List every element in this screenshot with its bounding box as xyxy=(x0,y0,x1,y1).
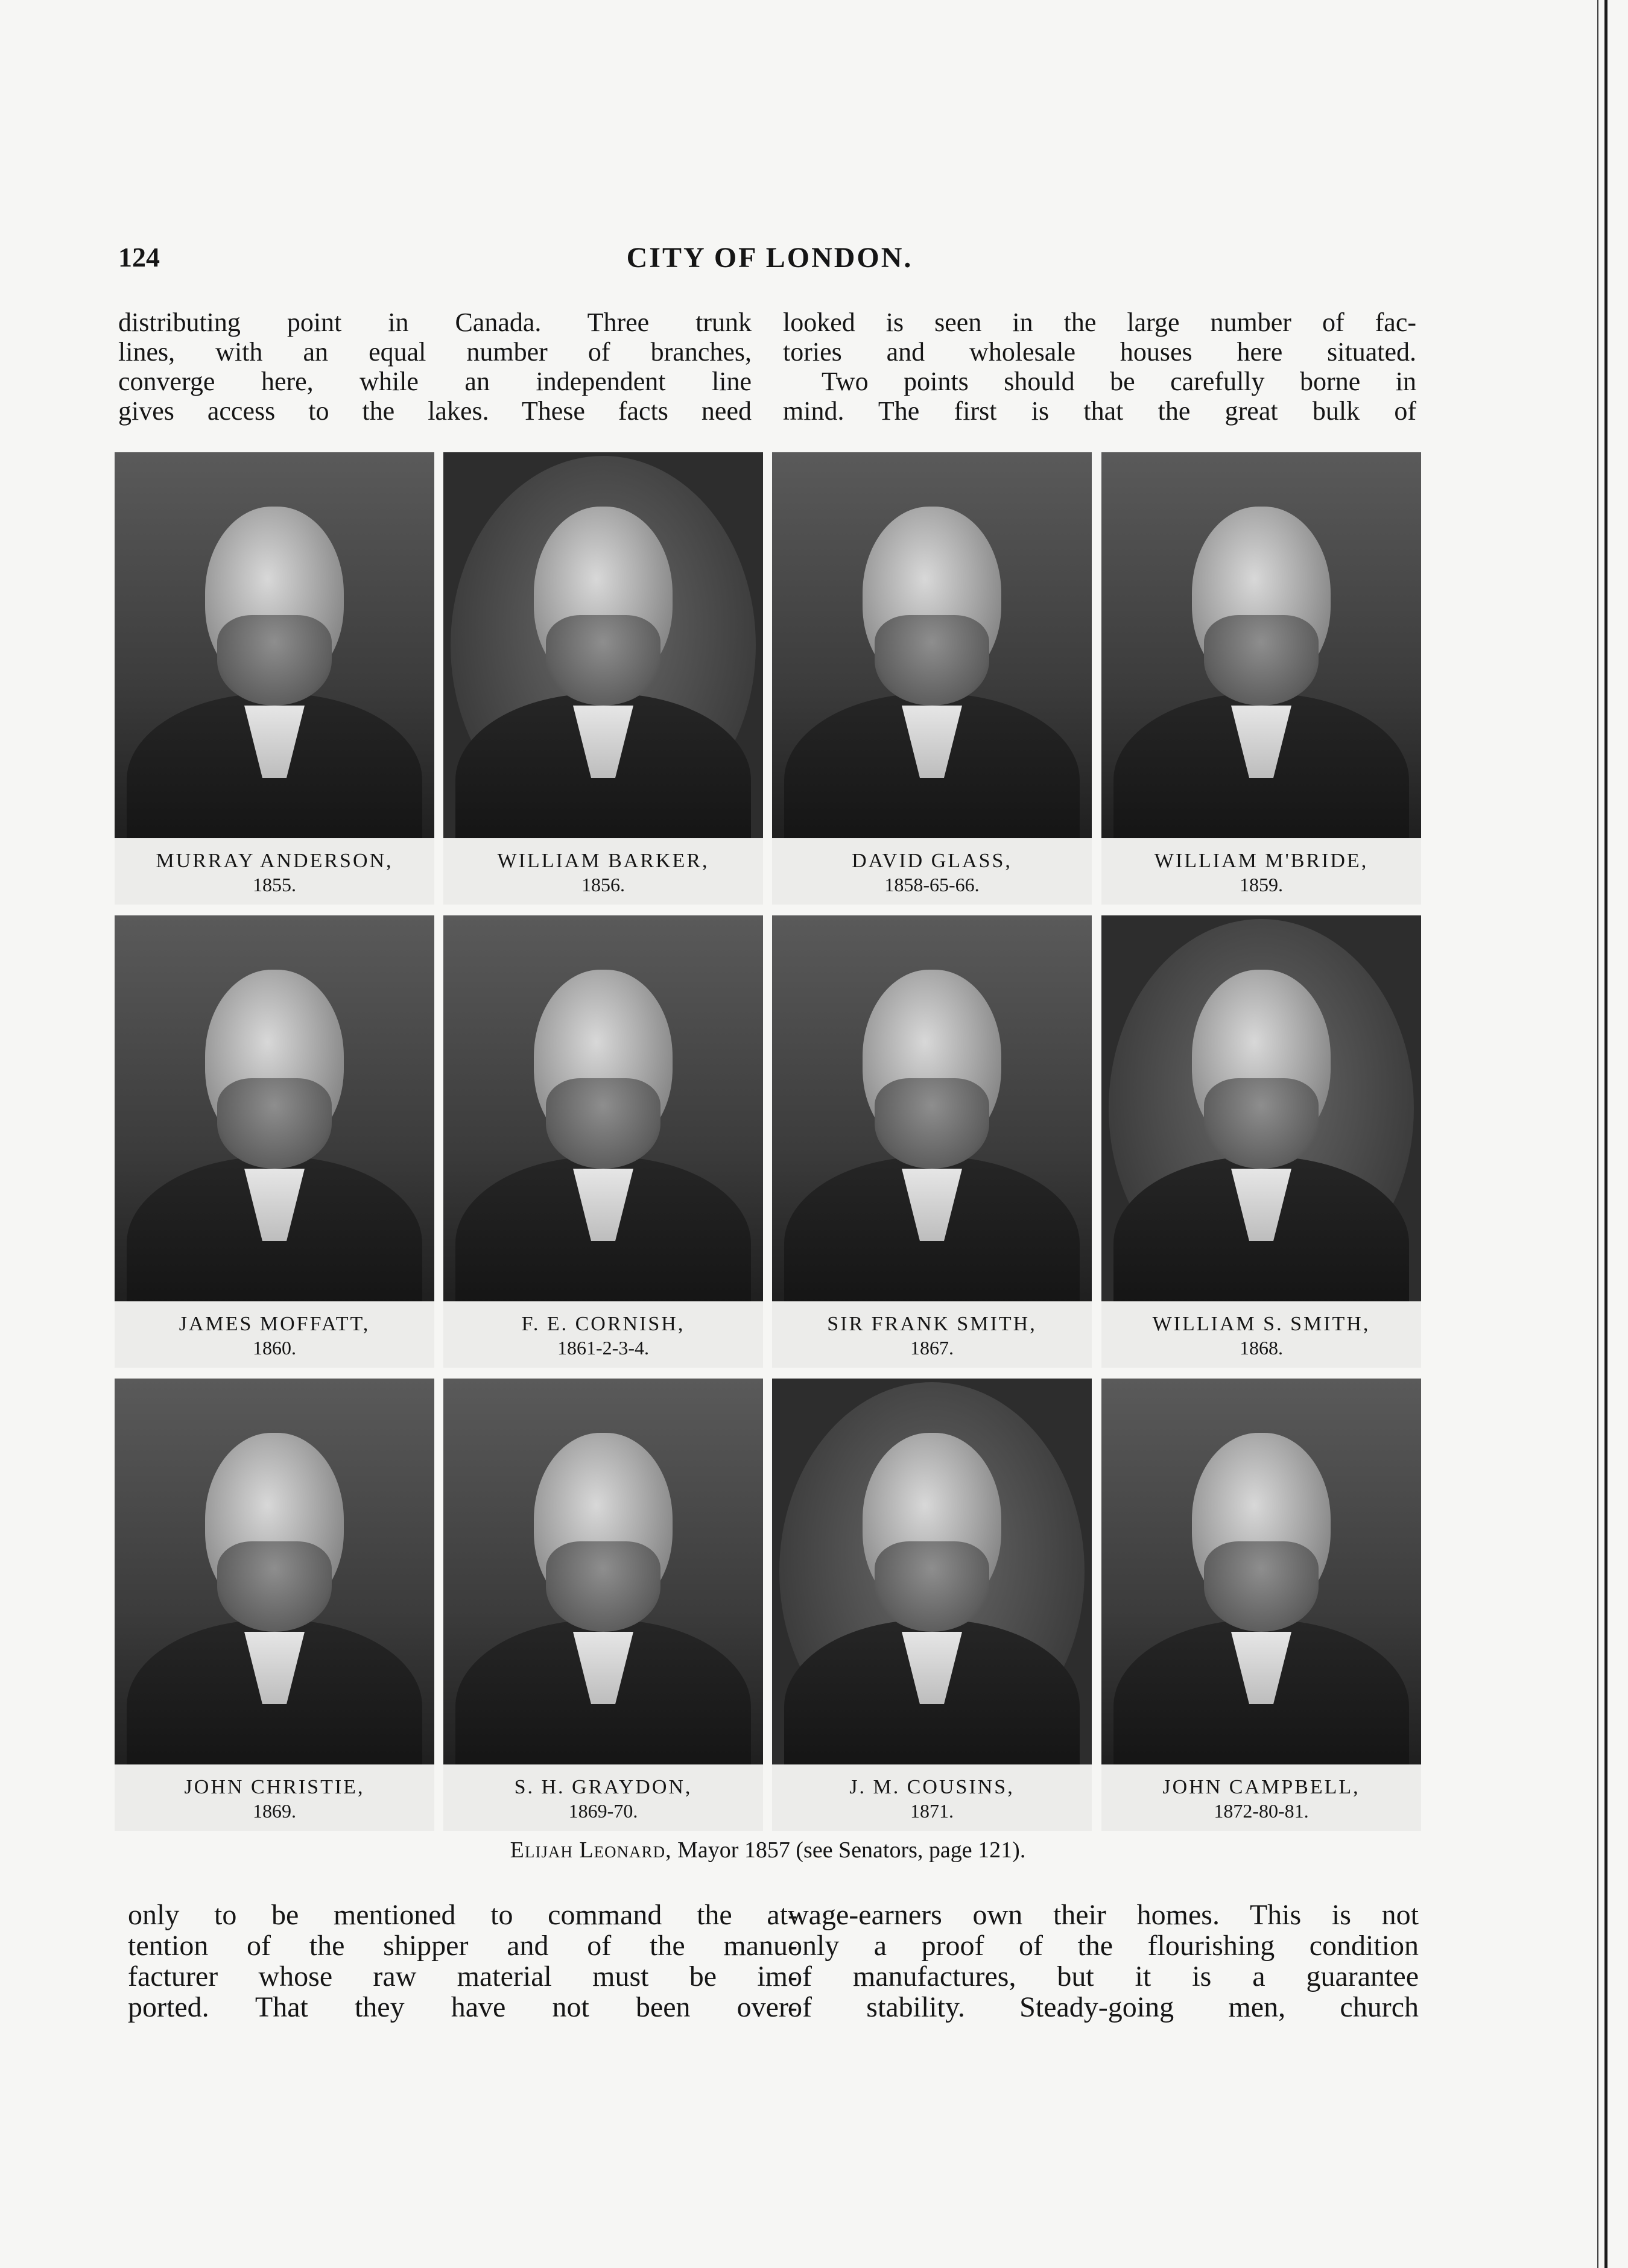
portrait-photo xyxy=(115,915,434,1301)
portrait-years: 1856. xyxy=(581,874,625,896)
text-line: facturer whose raw material must be im- xyxy=(128,1960,797,1992)
portrait-caption xyxy=(772,1764,1092,1831)
page-number: 124 xyxy=(118,242,160,273)
portrait-name: WILLIAM S. SMITH, xyxy=(1152,1313,1370,1335)
text-line: wage-earners own their homes. This is not xyxy=(788,1899,1419,1931)
text-line: lines, with an equal number of branches, xyxy=(118,337,752,367)
portrait-photo xyxy=(1101,915,1421,1301)
portrait-caption xyxy=(772,838,1092,905)
portrait-years: 1861-2-3-4. xyxy=(557,1337,649,1359)
text-line: tention of the shipper and of the manu- xyxy=(128,1930,797,1962)
portrait-jm-cousins xyxy=(772,1379,1092,1837)
portrait-photo xyxy=(1101,452,1421,838)
portrait-caption xyxy=(115,1301,434,1368)
portrait-name: J. M. COUSINS, xyxy=(849,1776,1015,1798)
portrait-murray-anderson xyxy=(115,452,434,911)
portrait-sh-graydon xyxy=(443,1379,763,1837)
portrait-name: DAVID GLASS, xyxy=(852,850,1012,872)
text-line: of manufactures, but it is a guarantee xyxy=(788,1960,1419,1992)
text-line: distributing point in Canada. Three trunk xyxy=(118,308,752,337)
portrait-years: 1872-80-81. xyxy=(1214,1800,1309,1822)
portrait-row-3 xyxy=(115,1379,1421,1837)
portrait-fe-cornish xyxy=(443,915,763,1374)
plate-caption-name: Elijah Leonard, xyxy=(510,1837,672,1863)
portrait-photo xyxy=(443,1379,763,1764)
portrait-james-moffatt xyxy=(115,915,434,1374)
portrait-john-christie xyxy=(115,1379,434,1837)
portrait-william-mbride xyxy=(1101,452,1421,911)
portrait-name: JOHN CHRISTIE, xyxy=(184,1776,365,1798)
portrait-years: 1858-65-66. xyxy=(884,874,980,896)
text-line: tories and wholesale houses here situated. xyxy=(783,337,1416,367)
portrait-years: 1869-70. xyxy=(568,1800,638,1822)
portrait-years: 1860. xyxy=(253,1337,296,1359)
portrait-name: MURRAY ANDERSON, xyxy=(156,850,393,872)
page-edge-shadow xyxy=(1597,0,1598,2268)
portrait-row-1 xyxy=(115,452,1421,911)
portrait-william-barker xyxy=(443,452,763,911)
portrait-photo xyxy=(443,452,763,838)
plate-caption-text: Mayor 1857 (see Senators, page 121). xyxy=(677,1837,1026,1863)
portrait-row-2 xyxy=(115,915,1421,1374)
text-line: only to be mentioned to command the at- xyxy=(128,1899,797,1931)
portrait-photo xyxy=(1101,1379,1421,1764)
portrait-caption xyxy=(443,838,763,905)
portrait-years: 1869. xyxy=(253,1800,296,1822)
text-line: only a proof of the flourishing condition xyxy=(788,1930,1419,1962)
portrait-years: 1859. xyxy=(1240,874,1283,896)
portrait-william-s-smith xyxy=(1101,915,1421,1374)
portrait-years: 1855. xyxy=(253,874,296,896)
portrait-caption xyxy=(1101,1764,1421,1831)
portrait-david-glass xyxy=(772,452,1092,911)
portrait-caption xyxy=(115,838,434,905)
portrait-name: WILLIAM BARKER, xyxy=(497,850,709,872)
portrait-name: F. E. CORNISH, xyxy=(521,1313,685,1335)
portrait-name: JOHN CAMPBELL, xyxy=(1162,1776,1360,1798)
portrait-photo xyxy=(772,1379,1092,1764)
portrait-caption xyxy=(1101,1301,1421,1368)
portrait-john-campbell xyxy=(1101,1379,1421,1837)
bottom-left-column xyxy=(128,1900,797,2023)
portrait-photo xyxy=(772,452,1092,838)
portrait-caption xyxy=(443,1301,763,1368)
page-header xyxy=(118,241,1421,283)
portrait-sir-frank-smith xyxy=(772,915,1092,1374)
text-line: looked is seen in the large number of fac- xyxy=(783,308,1416,337)
portrait-caption xyxy=(772,1301,1092,1368)
plate-caption xyxy=(115,1837,1421,1863)
text-line: converge here, while an independent line xyxy=(118,367,752,396)
portrait-plate xyxy=(115,452,1421,1821)
portrait-years: 1867. xyxy=(910,1337,954,1359)
top-left-column xyxy=(118,308,752,426)
text-line: ported. That they have not been over- xyxy=(128,1991,797,2023)
portrait-name: JAMES MOFFATT, xyxy=(179,1313,370,1335)
portrait-years: 1871. xyxy=(910,1800,954,1822)
top-right-column xyxy=(783,308,1416,426)
portrait-caption xyxy=(443,1764,763,1831)
portrait-name: SIR FRANK SMITH, xyxy=(827,1313,1037,1335)
running-head: CITY OF LONDON. xyxy=(626,242,913,274)
portrait-photo xyxy=(115,452,434,838)
text-line: gives access to the lakes. These facts need xyxy=(118,396,752,426)
portrait-photo xyxy=(115,1379,434,1764)
page-edge-line xyxy=(1604,0,1607,2268)
bottom-right-column xyxy=(788,1900,1419,2023)
portrait-caption xyxy=(1101,838,1421,905)
portrait-name: WILLIAM M'BRIDE, xyxy=(1154,850,1369,872)
portrait-photo xyxy=(772,915,1092,1301)
text-line: Two points should be carefully borne in xyxy=(822,367,1416,396)
portrait-years: 1868. xyxy=(1240,1337,1283,1359)
text-line: of stability. Steady-going men, church xyxy=(788,1991,1419,2023)
text-line: mind. The first is that the great bulk of xyxy=(783,396,1416,426)
portrait-name: S. H. GRAYDON, xyxy=(514,1776,692,1798)
portrait-caption xyxy=(115,1764,434,1831)
portrait-photo xyxy=(443,915,763,1301)
